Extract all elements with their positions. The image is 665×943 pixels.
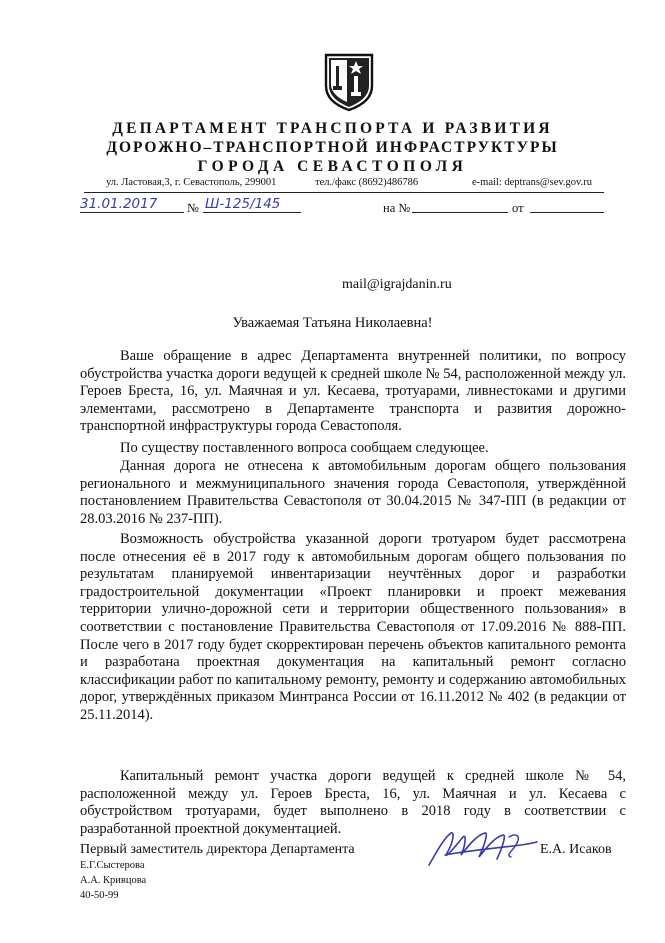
- handwritten-signature: [425, 825, 543, 873]
- coat-of-arms-icon: [323, 52, 375, 112]
- date-underline: [80, 212, 184, 213]
- phone-fax: тел./факс (8692)486786: [315, 177, 419, 188]
- number-underline: [203, 212, 301, 213]
- body-paragraph-2: По существу поставленного вопроса сообщаем следующее.: [120, 440, 489, 456]
- body-paragraph-5: Капитальный ремонт участка дороги ведущей к средней школе № 54, расположенной между ул. Героев Бреста, 16, ул. Маячная и ул. Кесаева с обустройством тротуарами, будет выполнено в 2018 году в соответствии с разработанной проектной документацией.: [80, 768, 626, 837]
- body-paragraph-3: Данная дорога не отнесена к автомобильным дорогам общего пользования регионального и межмуниципального значения города Севастополя, утверждённой постановлением Правительства Севастополя от 30.04.2015 № 347-ПП (в редакции от 28.03.2016 № 237-ПП).: [80, 458, 626, 527]
- signatory-name: Е.А. Исаков: [540, 842, 612, 857]
- reply-underline: [412, 212, 508, 213]
- org-name-line-3: ГОРОДА СЕВАСТОПОЛЯ: [197, 158, 468, 175]
- body-paragraph-4: Возможность обустройства указанной дороги тротуаром будет рассмотрена после отнесения её в 2017 году к автомобильным дорогам общего пользования по результатам планируемой инвентаризации неучтённых дорог и разработки градостроительной документации «Проект планировки и проект межевания территории улично-дорожной сети и территории общественного пользования» в соответствии с постановление Правительства Севастополя от 17.09.2016 № 888-ПП. После чего в 2017 году будет скорректирован перечень объектов капитального ремонта и разработана проектная документация на капитальный ремонт согласно классификации работ по капитальному ремонту, ремонту и содержанию автомобильных дорог, утверждённых приказом Минтранса России от 16.11.2012 № 402 (в редакции от 25.11.2014).: [80, 531, 626, 723]
- number-label: №: [187, 201, 199, 215]
- org-name-line-2: ДОРОЖНО–ТРАНСПОРТНОЙ ИНФРАСТРУКТУРЫ: [106, 139, 559, 156]
- signatory-title: Первый заместитель директора Департамента: [80, 842, 355, 857]
- greeting: Уважаемая Татьяна Николаевна!: [232, 315, 433, 331]
- recipient-email: mail@igrajdanin.ru: [342, 277, 452, 292]
- reply-label: на №: [383, 201, 411, 215]
- executor-phone: 40-50-99: [80, 890, 119, 901]
- executor-1: Е.Г.Сыстерова: [80, 860, 145, 871]
- handwritten-date: 31.01.2017: [80, 196, 158, 212]
- body-paragraph-1: Ваше обращение в адрес Департамента внутренней политики, по вопросу обустройства участка дороги ведущей к средней школе № 54, расположенной между ул. Героев Бреста, 16, ул. Маячная и ул. Кесаева, тротуарами, ливнестоками и другими элементами, рассмотрено в Департаменте транспорта и развития дорожно-транспортной инфраструктуры города Севастополя.: [80, 348, 626, 435]
- from-underline: [530, 212, 604, 213]
- address: ул. Ластовая,3, г. Севастополь, 299001: [106, 177, 277, 188]
- org-name-line-1: ДЕПАРТАМЕНТ ТРАНСПОРТА И РАЗВИТИЯ: [112, 120, 553, 137]
- org-email: e-mail: deptrans@sev.gov.ru: [472, 177, 592, 188]
- handwritten-number: Ш-125/145: [205, 196, 281, 212]
- from-label: от: [512, 201, 524, 215]
- header-rule: [84, 192, 604, 193]
- executor-2: А.А. Кривцова: [80, 875, 147, 886]
